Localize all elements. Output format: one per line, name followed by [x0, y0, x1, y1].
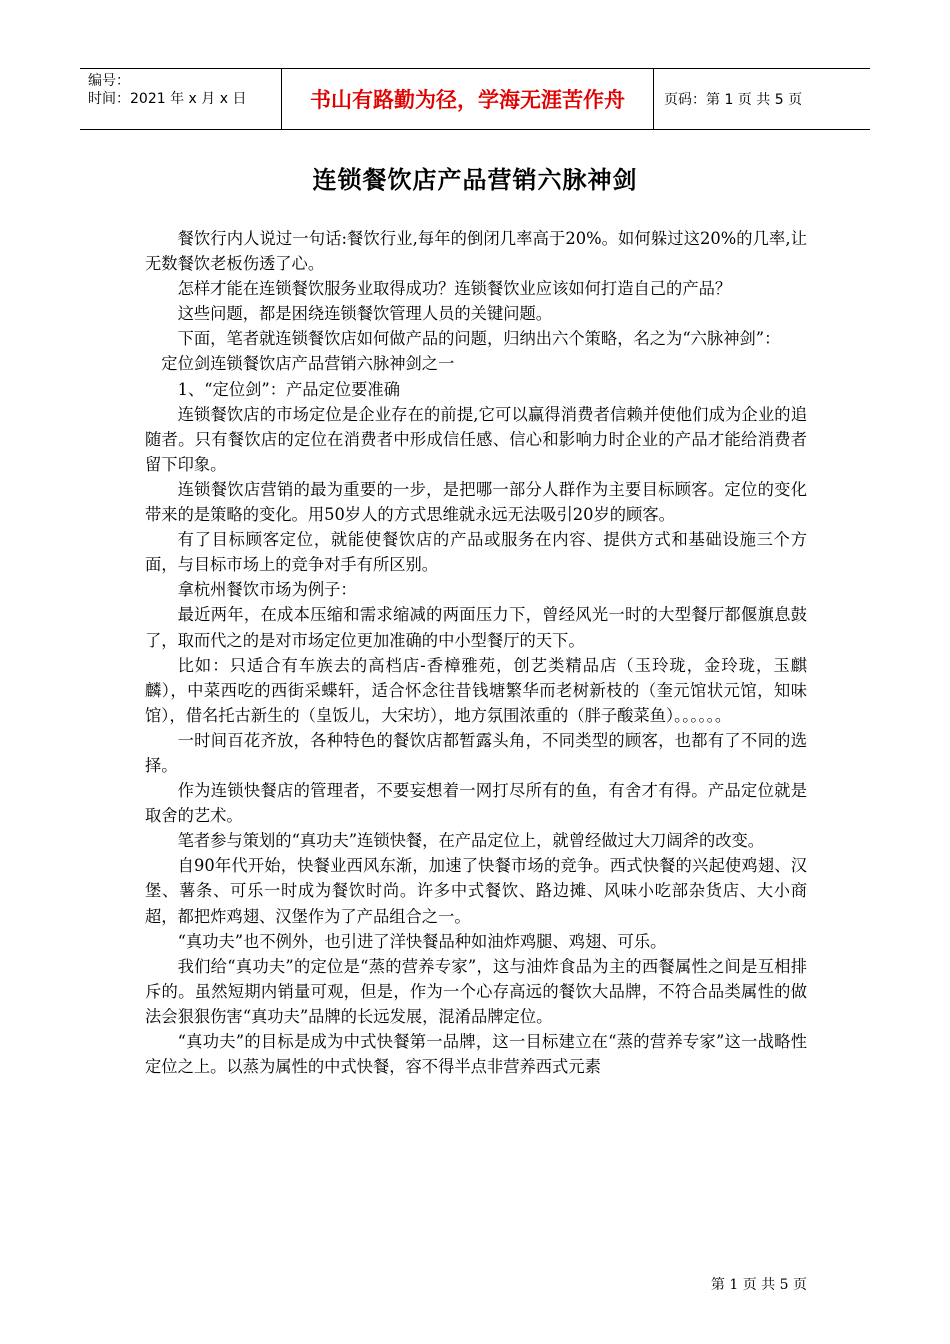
section-heading: 定位剑连锁餐饮店产品营销六脉神剑之一 [161, 354, 455, 374]
header-motto-cell [282, 69, 654, 129]
paragraph: “真功夫”的目标是成为中式快餐第一品牌，这一目标建立在“蒸的营养专家”这一战略性定位之上。以蒸为属性的中式快餐，容不得半点非营养西式元素 [145, 1032, 807, 1077]
paragraph: 有了目标顾客定位，就能使餐饮店的产品或服务在内容、提供方式和基础设施三个方面，与目标市场上的竞争对手有所区别。 [145, 530, 807, 575]
paragraph: 自90年代开始，快餐业西风东渐，加速了快餐市场的竞争。西式快餐的兴起使鸡翅、汉堡、薯条、可乐一时成为餐饮时尚。许多中式餐饮、路边摊、风味小吃部杂货店、大小商超，都把炸鸡翅、汉堡作为了产品组合之一。 [145, 856, 807, 926]
header-meta-cell [80, 69, 282, 129]
paragraph: 比如：只适合有车族去的高档店-香樟雅苑，创艺类精品店（玉玲珑，金玲珑，玉麒麟），中菜西吃的西街采蝶轩，适合怀念往昔钱塘繁华而老树新枝的（奎元馆状元馆，知味馆），借名托古新生的（皇饭儿，大宋坊），地方氛围浓重的（胖子酸菜鱼）。。。。。。 [145, 655, 807, 725]
subsection-heading: 1、“定位剑”：产品定位要准确 [177, 379, 400, 399]
paragraph: 我们给“真功夫”的定位是“蒸的营养专家”，这与油炸食品为主的西餐属性之间是互相排斥的。虽然短期内销量可观，但是，作为一个心存高远的餐饮大品牌，不符合品类属性的做法会狠狠伤害“真功夫”品牌的长远发展，混淆品牌定位。 [145, 956, 807, 1026]
paragraph: 怎样才能在连锁餐饮服务业取得成功？连锁餐饮业应该如何打造自己的产品？ [177, 279, 732, 299]
paragraph: 连锁餐饮店的市场定位是企业存在的前提,它可以赢得消费者信赖并使他们成为企业的追随者。只有餐饮店的定位在消费者中形成信任感、信心和影响力时企业的产品才能给消费者留下印象。 [145, 404, 807, 474]
document-title: 连锁餐饮店产品营销六脉神剑 [312, 166, 638, 194]
page-footer: 第 1 页 共 5 页 [710, 1277, 807, 1293]
paragraph: 连锁餐饮店营销的最为重要的一步，是把哪一部分人群作为主要目标顾客。定位的变化带来的是策略的变化。用50岁人的方式思维就永远无法吸引20岁的顾客。 [145, 479, 807, 525]
paragraph: 最近两年，在成本压缩和需求缩减的两面压力下，曾经风光一时的大型餐厅都偃旗息鼓了，取而代之的是对市场定位更加准确的中小型餐厅的天下。 [145, 605, 807, 650]
paragraph: 作为连锁快餐店的管理者，不要妄想着一网打尽所有的鱼，有舍才有得。产品定位就是取舍的艺术。 [145, 781, 807, 826]
paragraph: “真功夫”也不例外，也引进了洋快餐品种如油炸鸡腿、鸡翅、可乐。 [177, 931, 667, 951]
paragraph: 餐饮行内人说过一句话:餐饮行业,每年的倒闭几率高于20%。如何躲过这20%的几率,让无数餐饮老板伤透了心。 [145, 229, 807, 274]
header-motto: 书山有路勤为径，学海无涯苦作舟 [310, 88, 625, 112]
header-page-number: 页码：第 1 页 共 5 页 [664, 92, 803, 108]
header-page-cell [654, 69, 870, 129]
document-body [145, 226, 807, 1079]
document-number-label: 编号： [88, 73, 130, 89]
paragraph: 一时间百花齐放，各种特色的餐饮店都暂露头角，不同类型的顾客，也都有了不同的选择。 [145, 730, 807, 775]
document-date-label: 时间：2021 年 x 月 x 日 [88, 91, 247, 107]
paragraph: 拿杭州餐饮市场为例子： [177, 580, 357, 600]
paragraph: 这些问题，都是困绕连锁餐饮管理人员的关键问题。 [177, 304, 553, 324]
page-header [80, 68, 870, 130]
paragraph: 笔者参与策划的“真功夫”连锁快餐，在产品定位上，就曾经做过大刀阔斧的改变。 [177, 831, 765, 851]
paragraph: 下面，笔者就连锁餐饮店如何做产品的问题，归纳出六个策略，名之为“六脉神剑”： [177, 329, 781, 349]
